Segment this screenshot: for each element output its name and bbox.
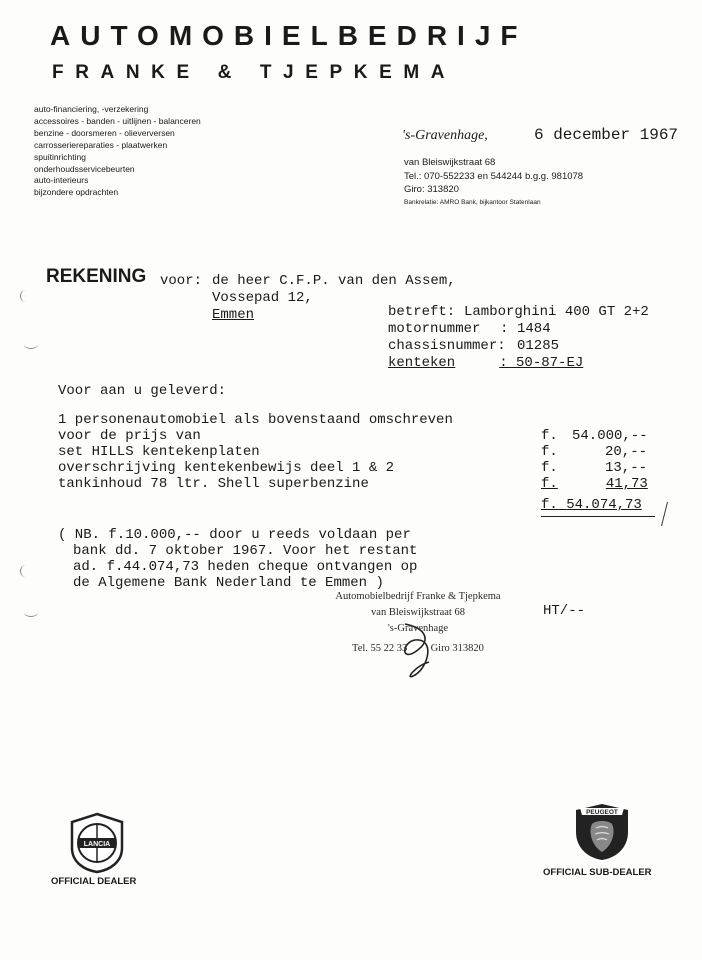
punch-mark bbox=[24, 340, 38, 349]
service-item: benzine - doorsmeren - olieverversen bbox=[34, 127, 175, 138]
service-item: auto-financiering, -verzekering bbox=[34, 104, 149, 114]
punch-mark bbox=[24, 608, 38, 617]
service-item: carrosseriereparaties - plaatwerken bbox=[34, 139, 168, 150]
total-row bbox=[541, 497, 642, 513]
line-item-currency: f. bbox=[541, 444, 558, 460]
customer-street: Vossepad 12, bbox=[212, 290, 313, 306]
services-list bbox=[34, 104, 201, 199]
stamp-giro: Giro 313820 bbox=[430, 643, 484, 654]
punch-mark bbox=[20, 290, 31, 302]
voor-label: voor: bbox=[160, 273, 203, 289]
invoice-date: 6 december 1967 bbox=[534, 126, 679, 144]
customer-city: Emmen bbox=[212, 307, 255, 323]
check-mark bbox=[647, 502, 668, 526]
stamp-line: van Bleiswijkstraat 68 bbox=[371, 607, 465, 618]
chassis-number: 01285 bbox=[517, 338, 560, 354]
line-item-text: voor de prijs van bbox=[58, 428, 201, 444]
company-name: AUTOMOBIELBEDRIJF bbox=[50, 20, 528, 51]
line-item-currency: f. bbox=[541, 476, 558, 492]
company-address bbox=[404, 156, 583, 197]
line-item-amount: 54.000,-- bbox=[572, 428, 648, 444]
line-item-text: set HILLS kentekenplaten bbox=[58, 444, 260, 460]
address-line: van Bleiswijkstraat 68 bbox=[404, 157, 496, 168]
stamp-tel: Tel. 55 22 33 bbox=[352, 643, 408, 654]
total-amount: 54.074,73 bbox=[566, 497, 642, 513]
official-dealer-caption: OFFICIAL DEALER bbox=[51, 876, 137, 887]
car-model: Lamborghini 400 GT 2+2 bbox=[464, 304, 649, 320]
invoice-title: REKENING bbox=[46, 266, 147, 287]
official-sub-dealer-caption: OFFICIAL SUB-DEALER bbox=[543, 867, 652, 878]
service-item: spuitinrichting bbox=[34, 151, 86, 162]
delivered-intro: Voor aan u geleverd: bbox=[58, 383, 227, 399]
line-item-text: overschrijving kentekenbewijs deel 1 & 2 bbox=[58, 460, 395, 476]
betreft-label: betreft: bbox=[388, 304, 456, 320]
payment-note-line: bank dd. 7 oktober 1967. Voor het restant bbox=[73, 543, 418, 559]
line-item-amount-row bbox=[541, 476, 655, 492]
address-line: Giro: 313820 bbox=[404, 184, 459, 195]
service-item: accessoires - banden - uitlijnen - balanceren bbox=[34, 115, 201, 126]
service-item: onderhoudsservicebeurten bbox=[34, 163, 135, 174]
kenteken-value: 50-87-EJ bbox=[516, 355, 584, 371]
double-underline bbox=[541, 516, 655, 517]
motor-number: 1484 bbox=[517, 321, 551, 337]
colon: : bbox=[500, 321, 509, 337]
line-item-currency: f. bbox=[541, 428, 558, 444]
line-item-currency: f. bbox=[541, 460, 558, 476]
stamp-line: Automobielbedrijf Franke & Tjepkema bbox=[335, 591, 501, 602]
bank-relation: Bankrelatie: AMRO Bank, bijkantoor Statenlaan bbox=[404, 199, 541, 206]
service-item: auto-interieurs bbox=[34, 175, 89, 186]
reference-code: HT/-- bbox=[543, 603, 586, 619]
kenteken-label: kenteken bbox=[388, 355, 456, 371]
service-item: bijzondere opdrachten bbox=[34, 187, 119, 198]
total-currency: f. bbox=[541, 497, 558, 513]
line-item-amount: 13,-- bbox=[605, 460, 648, 476]
stamp-line: 's-Gravenhage bbox=[387, 623, 449, 634]
peugeot-logo-text: PEUGEOT bbox=[586, 809, 618, 816]
company-owners: FRANKE & TJEPKEMA bbox=[52, 62, 457, 83]
customer-name: de heer C.F.P. van den Assem, bbox=[212, 273, 456, 289]
lancia-logo bbox=[68, 812, 126, 879]
chassis-label: chassisnummer: bbox=[388, 338, 506, 354]
peugeot-logo bbox=[572, 802, 632, 867]
line-item-amount: 20,-- bbox=[605, 444, 648, 460]
address-line: Tel.: 070-552233 en 544244 b.g.g. 981078 bbox=[404, 170, 584, 182]
city-name: 's-Gravenhage, bbox=[402, 128, 488, 143]
kenteken-row: kenteken : 50-87-EJ bbox=[388, 355, 584, 371]
punch-mark bbox=[20, 565, 31, 577]
lancia-logo-text: LANCIA bbox=[83, 841, 111, 848]
payment-note-line: ( NB. f.10.000,-- door u reeds voldaan per bbox=[58, 527, 411, 543]
payment-note-line: de Algemene Bank Nederland te Emmen ) bbox=[73, 575, 384, 591]
line-item-amount: 41,73 bbox=[605, 476, 648, 492]
line-item-text: tankinhoud 78 ltr. Shell superbenzine bbox=[58, 476, 369, 492]
motor-label: motornummer bbox=[388, 321, 481, 337]
line-item-text: 1 personenautomobiel als bovenstaand omschreven bbox=[58, 412, 453, 428]
signature bbox=[385, 618, 455, 688]
payment-note-line: ad. f.44.074,73 heden cheque ontvangen op bbox=[73, 559, 418, 575]
